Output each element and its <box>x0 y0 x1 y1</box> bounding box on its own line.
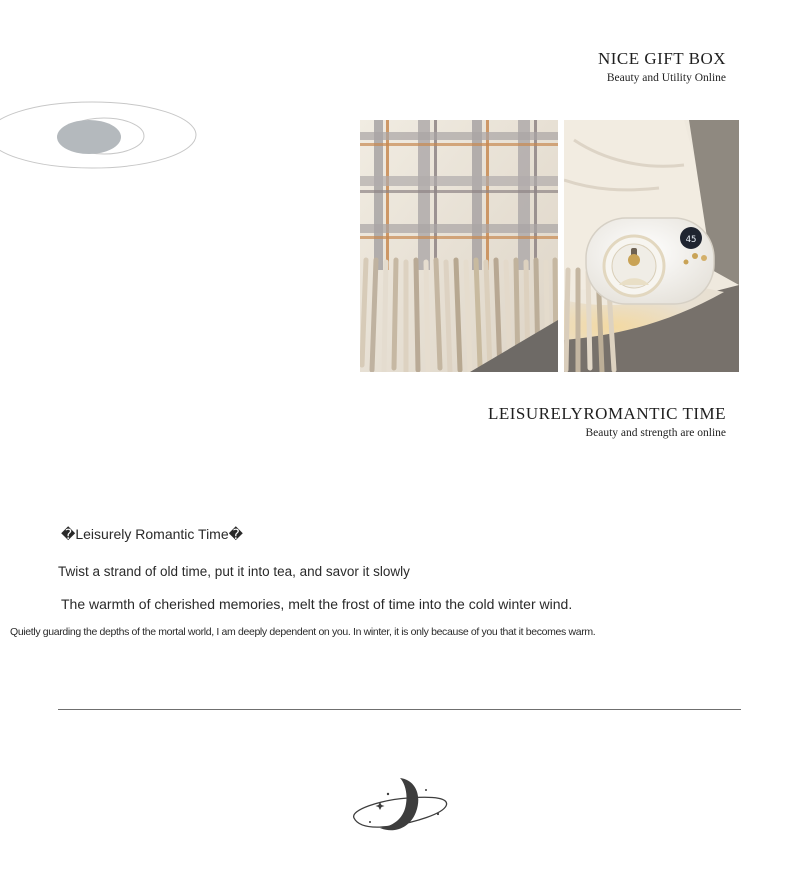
scarf-plaid-image <box>360 120 558 372</box>
story-line-1: Twist a strand of old time, put it into tea, and savor it slowly <box>58 564 410 579</box>
gift-box-subtitle: Beauty and Utility Online <box>606 72 726 84</box>
romantic-time-subtitle: Beauty and strength are online <box>585 427 726 439</box>
romantic-time-title: LEISURELYROMANTIC TIME <box>487 404 726 423</box>
story-line-3: Quietly guarding the depths of the mortal world, I am deeply dependent on you. In winter, it is only because of you that it becomes warm. <box>10 626 596 638</box>
gift-box-photo <box>564 120 739 372</box>
hand-warmer-temperature: 45 <box>685 235 697 245</box>
moon-planet-icon <box>350 774 450 838</box>
scarf-photo <box>360 120 558 372</box>
story-line-2: The warmth of cherished memories, melt the frost of time into the cold winter wind. <box>61 596 573 612</box>
section-divider <box>58 709 741 710</box>
story-heading: �Leisurely Romantic Time� <box>61 526 243 542</box>
orbit-decoration-icon <box>0 98 205 174</box>
gift-box-title: NICE GIFT BOX <box>597 49 726 68</box>
hand-warmer-image <box>564 120 739 372</box>
